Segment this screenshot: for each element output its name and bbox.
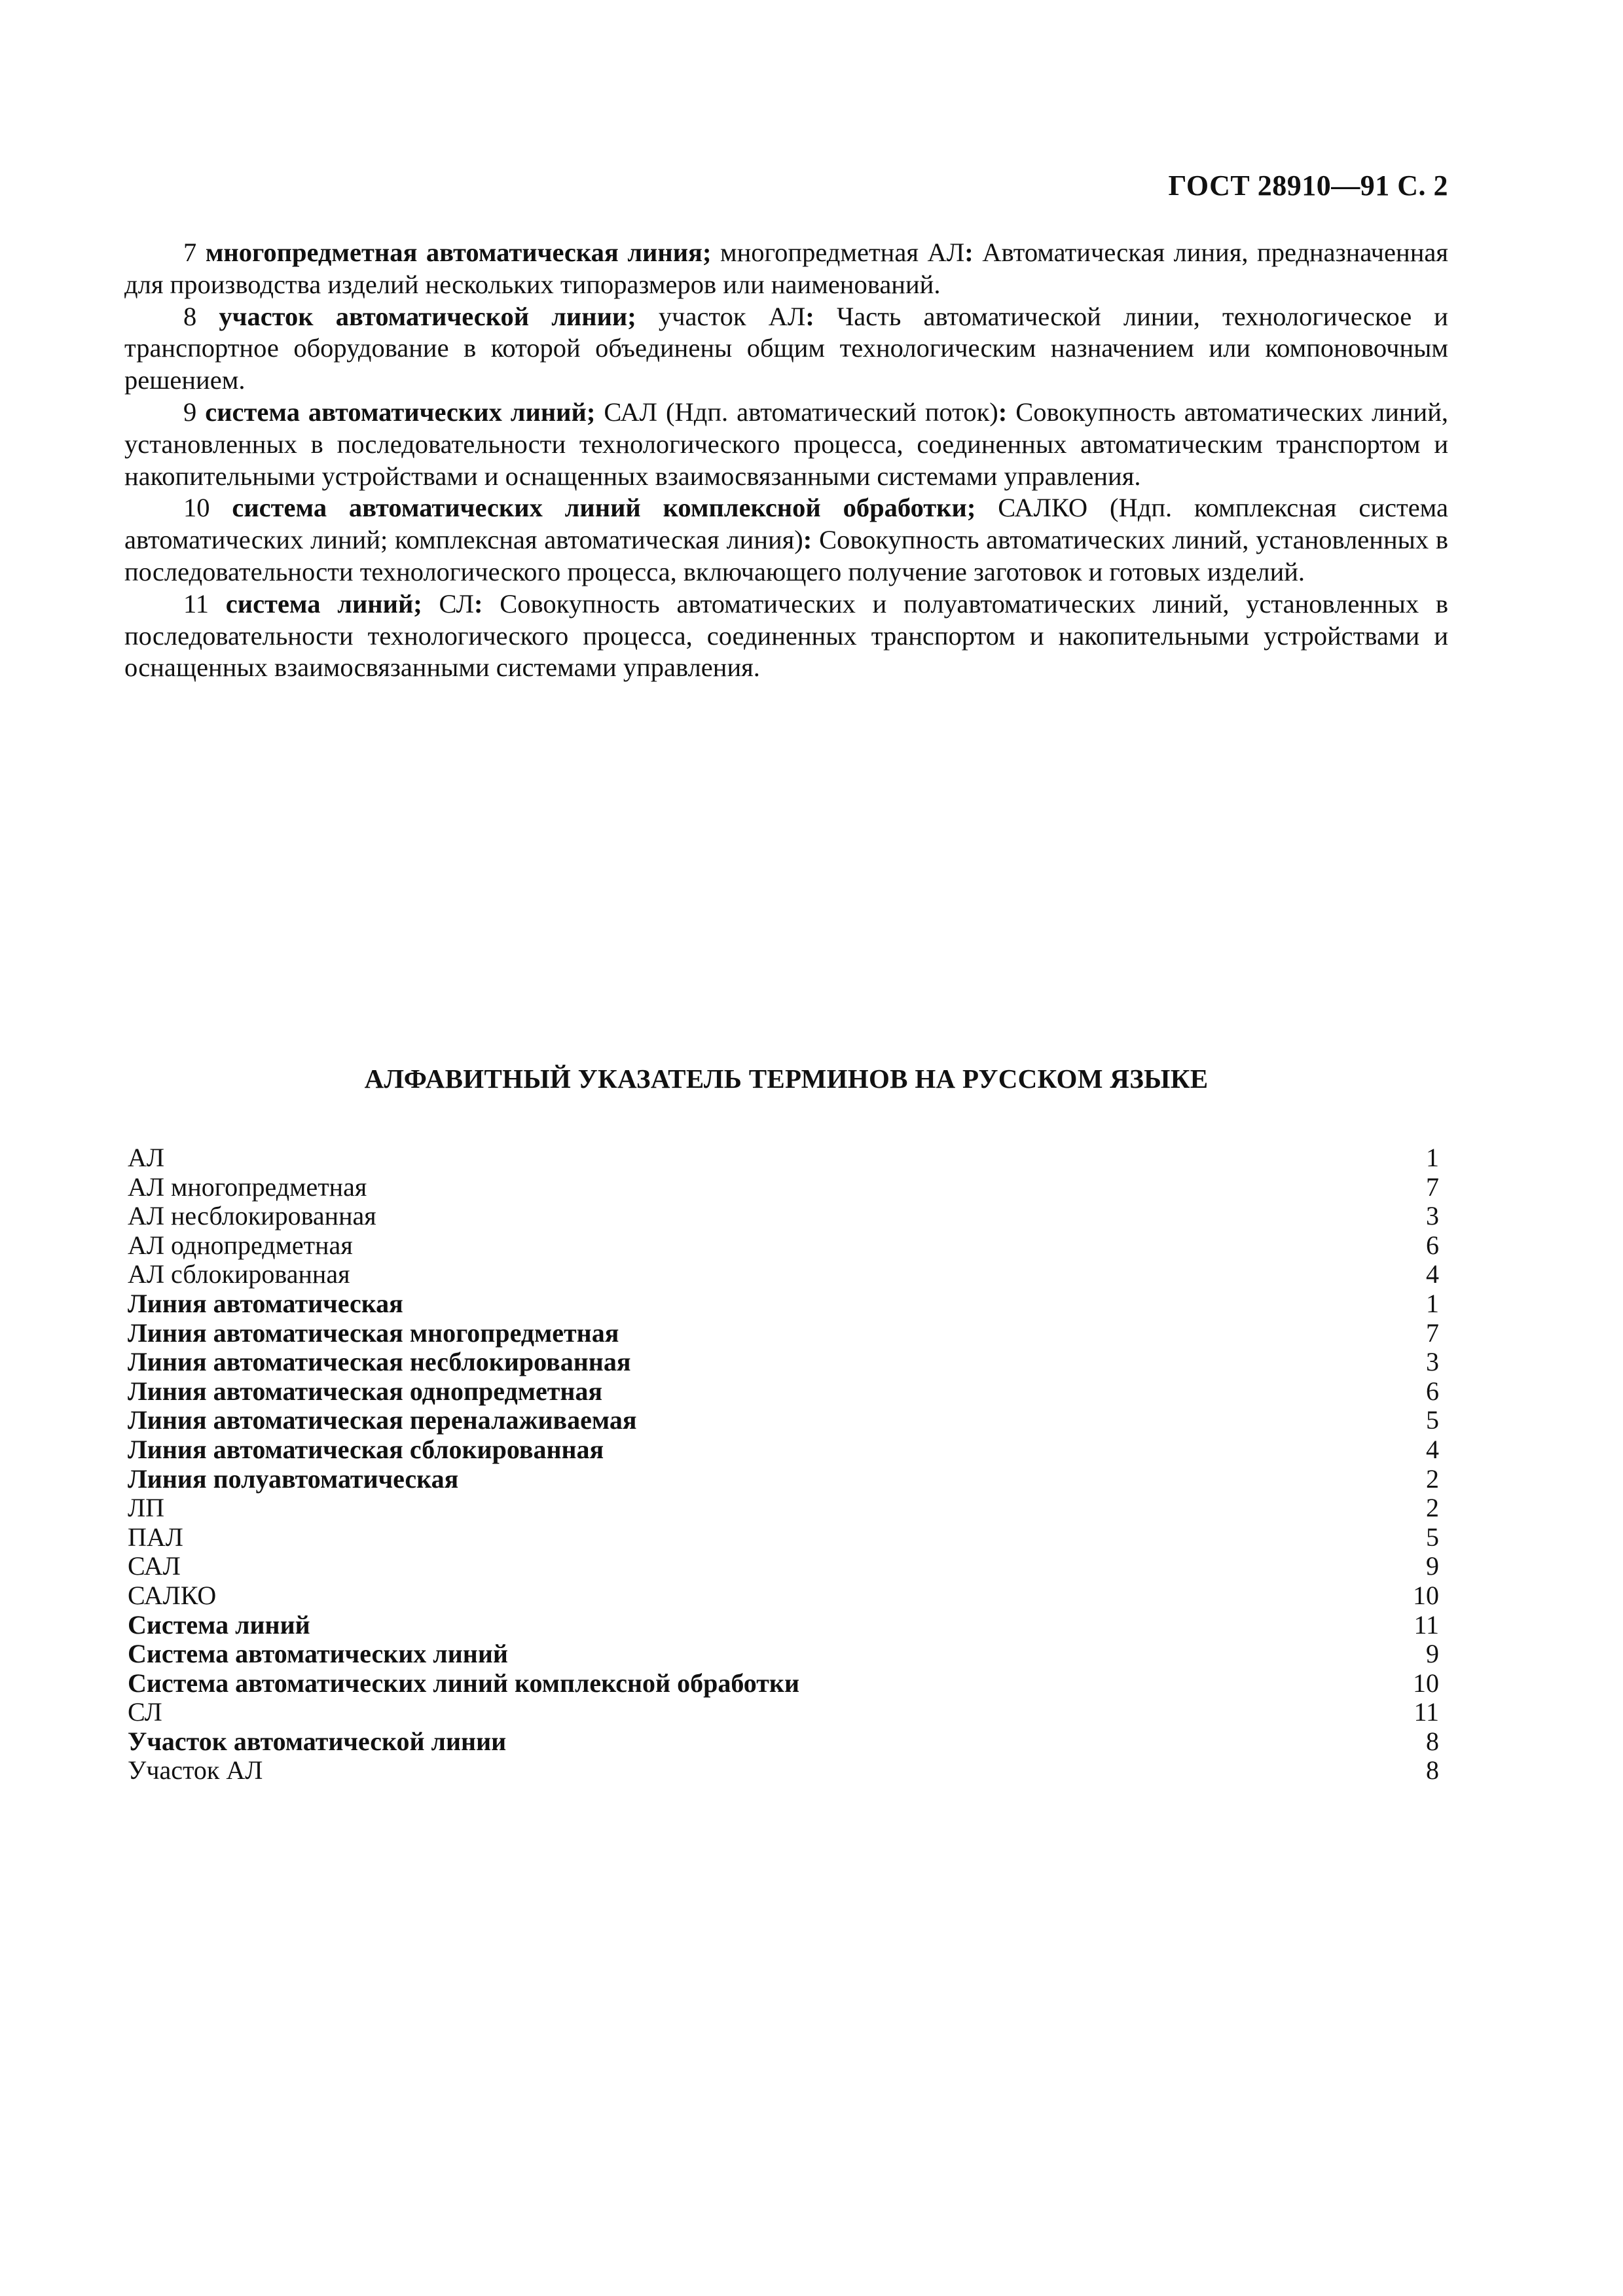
index-item-number: 1 (1426, 1143, 1439, 1172)
definition-number: 9 (183, 397, 197, 427)
definition-number: 7 (183, 238, 197, 267)
definition-text: Часть автоматической линии, технологическое и транспортное оборудование в которой объединены общим технологическим назначением или компоновочным решением. (124, 301, 1448, 395)
index-term: Линия автоматическая многопредметная (128, 1318, 619, 1348)
page-header: ГОСТ 28910—91 С. 2 (1168, 170, 1448, 202)
index-item-number: 9 (1426, 1639, 1439, 1669)
index-item-number: 7 (1426, 1318, 1439, 1348)
definition-separator: : (474, 588, 483, 619)
definition-short-form: участок АЛ (636, 301, 806, 331)
index-term: Линия автоматическая однопредметная (128, 1376, 603, 1406)
index-item-number: 11 (1413, 1697, 1439, 1727)
index-term: АЛ (128, 1143, 165, 1172)
index-term: Линия автоматическая переналаживаемая (128, 1405, 637, 1435)
definition-term: многопредметная автоматическая линия; (205, 238, 712, 267)
definition-term: система автоматических линий; (205, 397, 596, 427)
index-term: Система линий (128, 1609, 310, 1640)
index-item-number: 8 (1426, 1755, 1439, 1785)
index-row (128, 1202, 1439, 1231)
index-item-number: 8 (1426, 1726, 1439, 1756)
index-item-number: 10 (1413, 1668, 1439, 1698)
index-item-number: 1 (1426, 1288, 1439, 1318)
index-row (128, 1231, 1439, 1261)
index-row (128, 1260, 1439, 1289)
index-item-number: 3 (1426, 1201, 1439, 1231)
index-term: ПАЛ (128, 1522, 183, 1552)
index-term: Участок автоматической линии (128, 1726, 507, 1756)
index-row (128, 1173, 1439, 1202)
index-title: АЛФАВИТНЫЙ УКАЗАТЕЛЬ ТЕРМИНОВ НА РУССКОМ ЯЗЫКЕ (364, 1064, 1209, 1094)
index-term: АЛ несблокированная (128, 1201, 376, 1231)
index-row (128, 1465, 1439, 1494)
definition-separator: : (805, 301, 814, 331)
index-item-number: 10 (1413, 1580, 1439, 1610)
index-item-number: 7 (1426, 1172, 1439, 1202)
index-term: Линия полуавтоматическая (128, 1463, 459, 1494)
index-row (128, 1435, 1439, 1465)
definition-separator: : (998, 397, 1008, 427)
definition-separator: : (964, 238, 974, 267)
index-row (128, 1406, 1439, 1435)
definition-short-form: многопредметная АЛ (711, 238, 965, 267)
index-item-number: 2 (1426, 1463, 1439, 1494)
definition-number: 8 (183, 301, 197, 331)
index-row (128, 1640, 1439, 1669)
index-row (128, 1348, 1439, 1377)
index-term: АЛ однопредметная (128, 1230, 353, 1260)
index-row (128, 1727, 1439, 1757)
index-item-number: 3 (1426, 1347, 1439, 1377)
index-item-number: 2 (1426, 1493, 1439, 1523)
index-row (128, 1669, 1439, 1698)
index-item-number: 6 (1426, 1230, 1439, 1260)
definition-term: участок автоматической линии; (219, 301, 636, 331)
index-item-number: 6 (1426, 1376, 1439, 1406)
definition-short-form: СЛ (422, 588, 475, 619)
index-term: Система автоматических линий (128, 1639, 508, 1669)
index-row (128, 1523, 1439, 1552)
index-term: Система автоматических линий комплексной обработки (128, 1668, 800, 1698)
definition-term: система линий; (225, 588, 422, 619)
definition-11 (124, 588, 1448, 684)
index-item-number: 4 (1426, 1259, 1439, 1289)
definition-text: Совокупность автоматических линий, установленных в последовательности технологического процесса, включающего получение заготовок и готовых изделий. (124, 525, 1448, 586)
definition-8 (124, 301, 1448, 397)
index-row (128, 1143, 1439, 1173)
index-term: ЛП (128, 1493, 165, 1523)
index-row (128, 1698, 1439, 1727)
definition-number: 10 (183, 493, 210, 523)
index-row (128, 1319, 1439, 1348)
definition-text: Совокупность автоматических линий, установленных в последовательности технологического процесса, соединенных автоматическим транспортом и накопительными устройствами и оснащенных взаимосвязанными системами управления. (124, 397, 1449, 491)
index-item-number: 4 (1426, 1434, 1439, 1464)
index-term: Линия автоматическая несблокированная (128, 1347, 631, 1377)
index-item-number: 5 (1426, 1405, 1439, 1435)
index-term: АЛ сблокированная (128, 1259, 350, 1289)
definition-separator: : (803, 525, 812, 555)
index-row (128, 1289, 1439, 1319)
definition-10 (124, 492, 1448, 588)
index-term: СЛ (128, 1697, 162, 1727)
definitions-section (124, 237, 1448, 684)
index-item-number: 9 (1426, 1551, 1439, 1581)
definition-term: система автоматических линий комплексной обработки; (232, 493, 976, 523)
index-row (128, 1756, 1439, 1785)
index-term: Участок АЛ (128, 1755, 263, 1785)
index-row (128, 1611, 1439, 1640)
index-term: САЛКО (128, 1580, 217, 1610)
index-term: АЛ многопредметная (128, 1172, 367, 1202)
index-term: Линия автоматическая сблокированная (128, 1434, 604, 1464)
index-term: САЛ (128, 1551, 181, 1581)
index-row (128, 1377, 1439, 1407)
definition-short-form: САЛ (Ндп. автоматический поток) (595, 397, 998, 427)
definition-number: 11 (183, 588, 209, 619)
index-row (128, 1494, 1439, 1523)
definition-7 (124, 237, 1448, 301)
index-row (128, 1581, 1439, 1611)
definition-short-form: САЛКО (Ндп. комплексная система автоматических линий; комплексная автоматическая линия) (124, 493, 1449, 555)
index-row (128, 1552, 1439, 1581)
definition-text: Автоматическая линия, предназначенная для производства изделий нескольких типоразмеров или наименований. (124, 238, 1448, 299)
definition-text: Совокупность автоматических и полуавтоматических линий, установленных в последовательности технологического процесса, соединенных транспортом и накопительными устройствами и оснащенных взаимосвязанными системами управления. (124, 588, 1448, 683)
index-term: Линия автоматическая (128, 1288, 403, 1318)
definition-9 (124, 397, 1448, 492)
index-item-number: 5 (1426, 1522, 1439, 1552)
term-index (128, 1143, 1439, 1785)
index-item-number: 11 (1413, 1609, 1439, 1640)
